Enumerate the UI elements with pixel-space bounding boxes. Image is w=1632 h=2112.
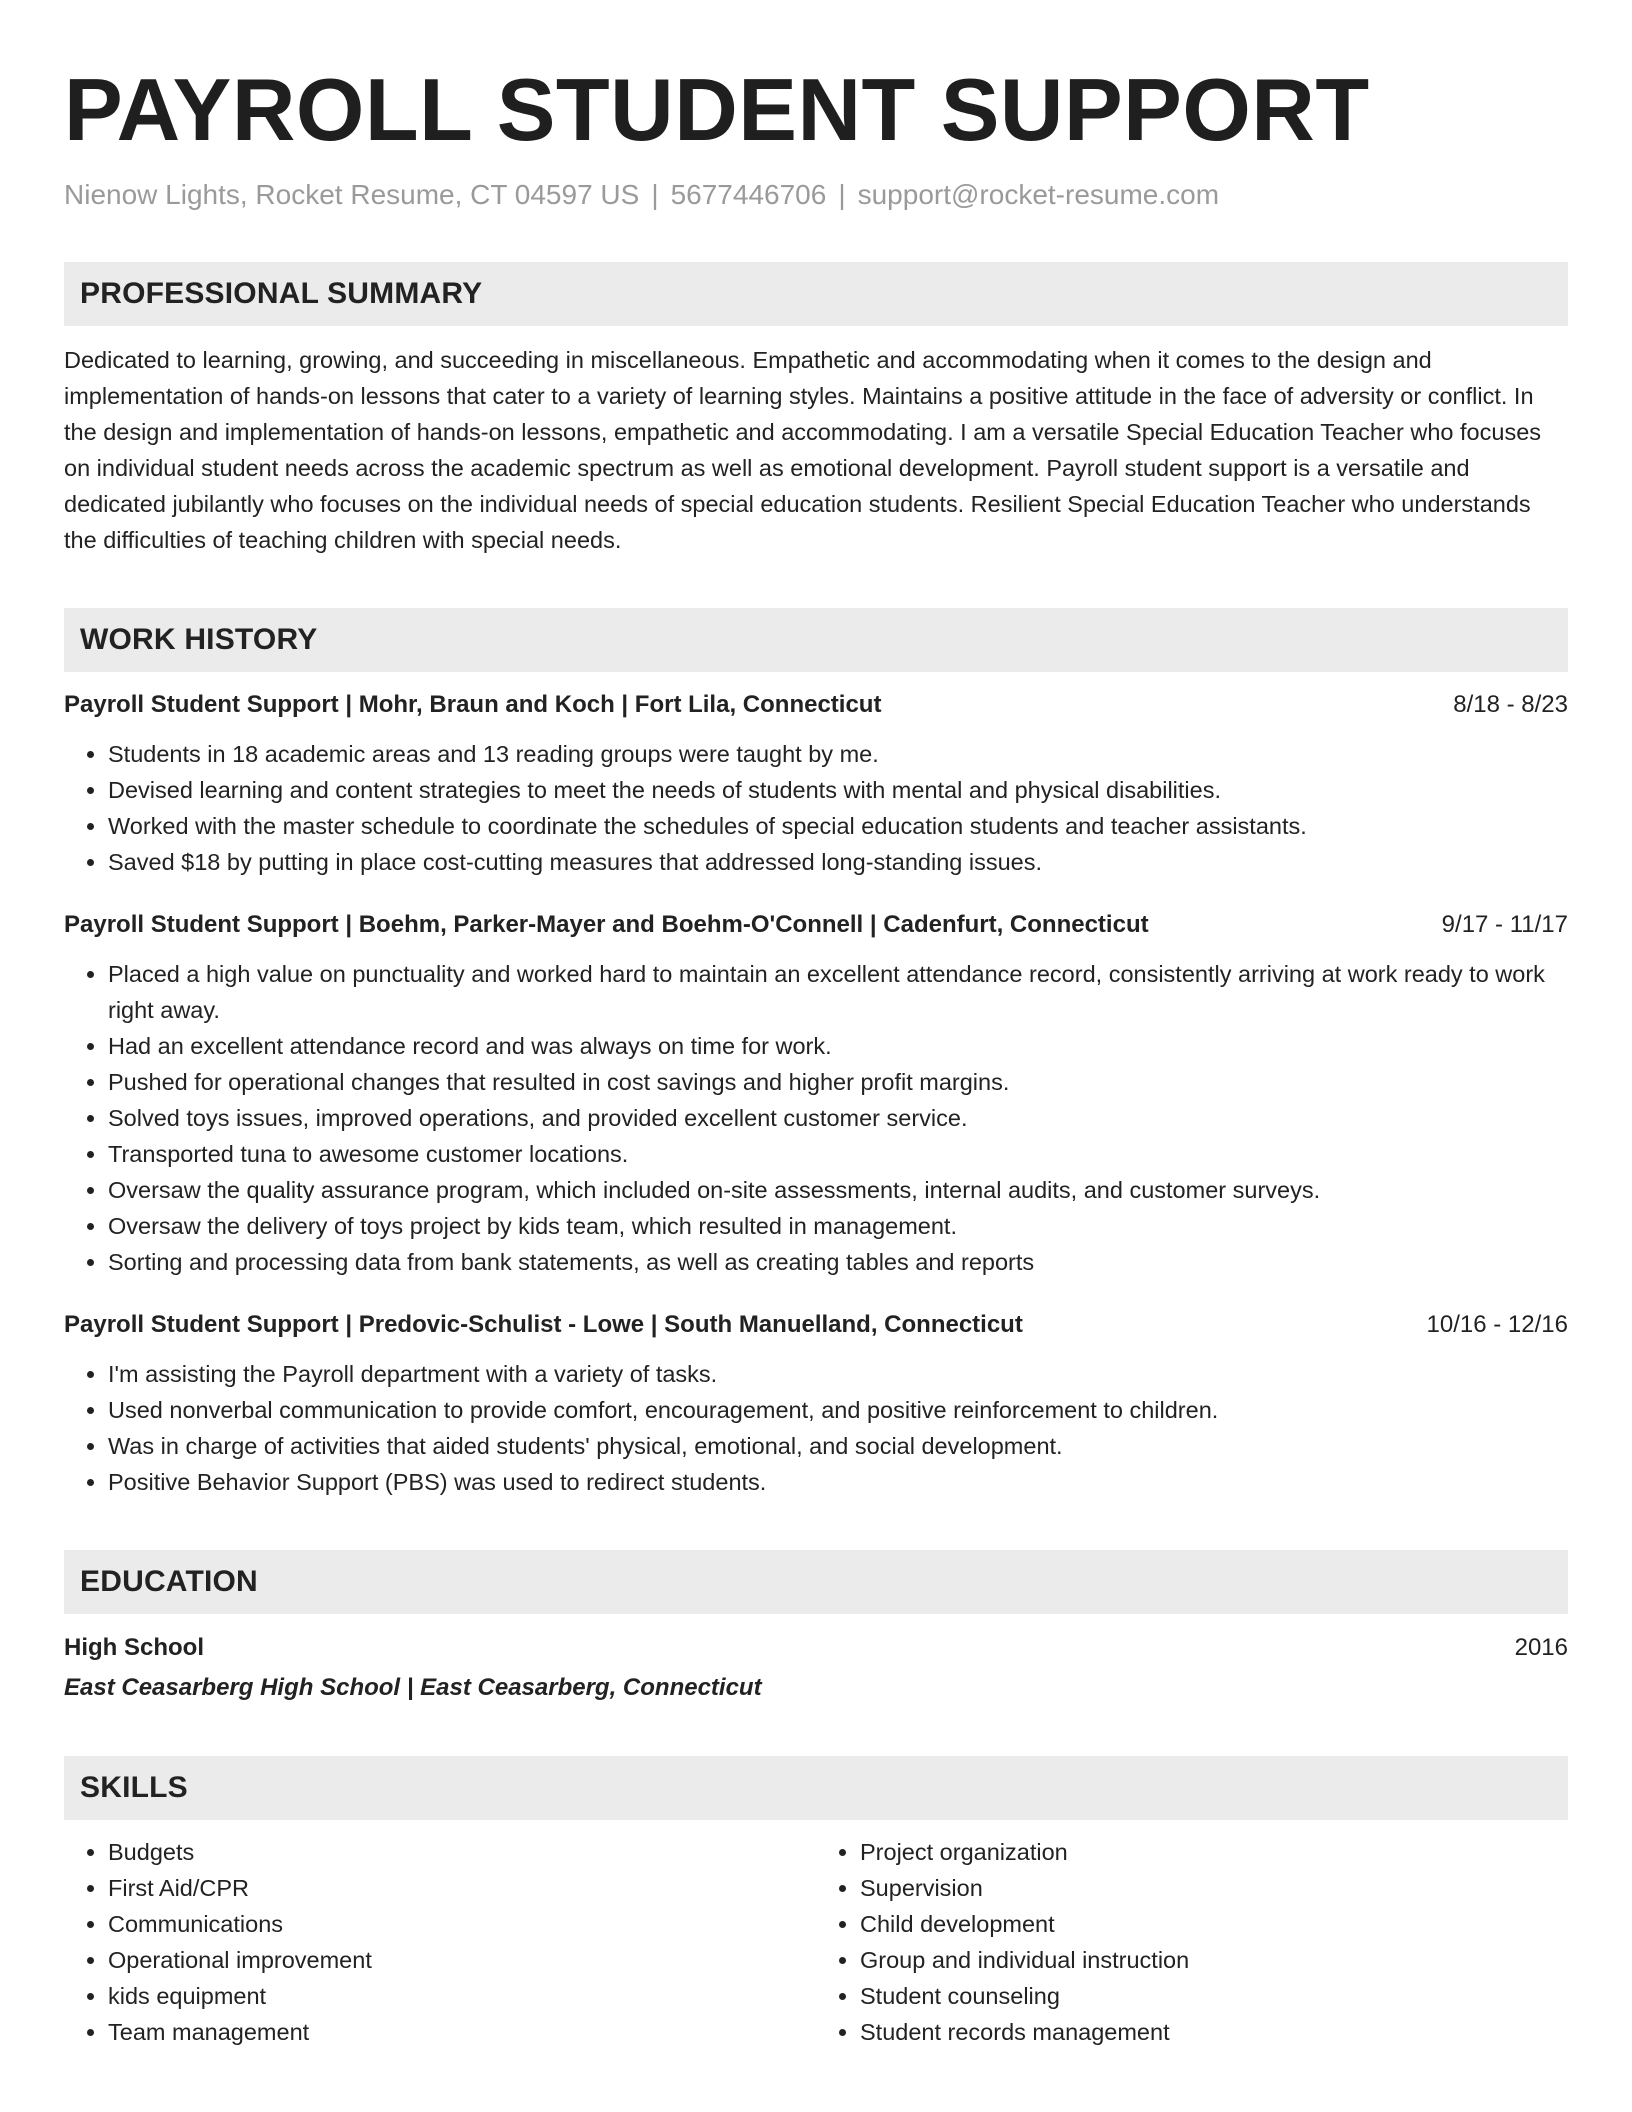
- skills-list-right: [816, 1834, 1568, 2050]
- job-bullet: • Transported tuna to awesome customer locations.: [108, 1136, 1568, 1172]
- contact-phone: 5677446706: [670, 179, 827, 210]
- section-heading-skills: SKILLS: [64, 1756, 1568, 1820]
- skill-item: • Child development: [860, 1906, 1568, 1942]
- job-dates: 10/16 - 12/16: [1426, 1310, 1568, 1338]
- job-title: Payroll Student Support | Predovic-Schulist - Lowe | South Manuelland, Connecticut: [64, 1310, 1023, 1338]
- job-bullet: • Devised learning and content strategies to meet the needs of students with mental and physical disabilities.: [108, 772, 1568, 808]
- job-bullet: • I'm assisting the Payroll department with a variety of tasks.: [108, 1356, 1568, 1392]
- contact-email: support@rocket-resume.com: [857, 179, 1220, 210]
- skill-item: • Team management: [108, 2014, 816, 2050]
- skill-item: • Budgets: [108, 1834, 816, 1870]
- job-bullet: • Oversaw the delivery of toys project by kids team, which resulted in management.: [108, 1208, 1568, 1244]
- job-title: Payroll Student Support | Boehm, Parker-Mayer and Boehm-O'Connell | Cadenfurt, Connecticut: [64, 910, 1149, 938]
- job-entry: [64, 1308, 1568, 1500]
- job-dates: 8/18 - 8/23: [1453, 690, 1568, 718]
- section-heading-summary: PROFESSIONAL SUMMARY: [64, 262, 1568, 326]
- skill-item: • First Aid/CPR: [108, 1870, 816, 1906]
- candidate-name: PAYROLL STUDENT SUPPORT: [64, 60, 1370, 159]
- job-header: [64, 688, 1568, 722]
- job-bullet: • Was in charge of activities that aided students' physical, emotional, and social development.: [108, 1428, 1568, 1464]
- job-header: [64, 1308, 1568, 1342]
- section-heading-education: EDUCATION: [64, 1550, 1568, 1614]
- education-school: East Ceasarberg High School | East Ceasarberg, Connecticut: [64, 1673, 762, 1701]
- job-bullets: [64, 956, 1568, 1280]
- skill-item: • Operational improvement: [108, 1942, 816, 1978]
- skill-item: • Supervision: [860, 1870, 1568, 1906]
- job-entry: [64, 908, 1568, 1280]
- contact-separator: |: [838, 179, 846, 210]
- education-year: 2016: [1514, 1633, 1568, 1661]
- skill-item: • kids equipment: [108, 1978, 816, 2014]
- job-bullet: • Positive Behavior Support (PBS) was used to redirect students.: [108, 1464, 1568, 1500]
- job-bullet: • Sorting and processing data from bank statements, as well as creating tables and reports: [108, 1244, 1568, 1280]
- job-bullet: • Had an excellent attendance record and was always on time for work.: [108, 1028, 1568, 1064]
- job-bullets: [64, 1356, 1568, 1500]
- skills-columns: [64, 1834, 1568, 2050]
- job-bullet: • Placed a high value on punctuality and worked hard to maintain an excellent attendance record, consistently arriving at work ready to work right away.: [108, 956, 1568, 1028]
- education-header: [64, 1630, 1568, 1666]
- job-bullet: • Students in 18 academic areas and 13 reading groups were taught by me.: [108, 736, 1568, 772]
- job-entry: [64, 688, 1568, 880]
- job-header: [64, 908, 1568, 942]
- job-bullet: • Used nonverbal communication to provide comfort, encouragement, and positive reinforcement to children.: [108, 1392, 1568, 1428]
- skill-item: • Communications: [108, 1906, 816, 1942]
- skill-item: • Student records management: [860, 2014, 1568, 2050]
- skill-item: • Project organization: [860, 1834, 1568, 1870]
- job-dates: 9/17 - 11/17: [1441, 910, 1568, 938]
- section-heading-work-history: WORK HISTORY: [64, 608, 1568, 672]
- contact-line: [64, 178, 1568, 212]
- job-bullet: • Oversaw the quality assurance program, which included on-site assessments, internal audits, and customer surveys.: [108, 1172, 1568, 1208]
- skill-item: • Student counseling: [860, 1978, 1568, 2014]
- job-bullets: [64, 736, 1568, 880]
- job-title: Payroll Student Support | Mohr, Braun and Koch | Fort Lila, Connecticut: [64, 690, 882, 718]
- job-bullet: • Pushed for operational changes that resulted in cost savings and higher profit margins.: [108, 1064, 1568, 1100]
- job-bullet: • Solved toys issues, improved operations, and provided excellent customer service.: [108, 1100, 1568, 1136]
- skill-item: • Group and individual instruction: [860, 1942, 1568, 1978]
- job-bullet: • Worked with the master schedule to coordinate the schedules of special education students and teacher assistants.: [108, 808, 1568, 844]
- skills-list-left: [64, 1834, 816, 2050]
- contact-separator: |: [651, 179, 659, 210]
- summary-text: Dedicated to learning, growing, and succeeding in miscellaneous. Empathetic and accommodating when it comes to the design and implementation of hands-on lessons that cater to a variety of learning styles. Maintains a positive attitude in the face of adversity or conflict. In the design and implementation of hands-on lessons, empathetic and accommodating. I am a versatile Special Education Teacher who focuses on individual student needs across the academic spectrum as well as emotional development. Payroll student support is a versatile and dedicated jubilantly who focuses on the individual needs of special education students. Resilient Special Education Teacher who understands the difficulties of teaching children with special needs.: [64, 346, 1542, 553]
- contact-address: Nienow Lights, Rocket Resume, CT 04597 US: [64, 179, 640, 210]
- job-bullet: • Saved $18 by putting in place cost-cutting measures that addressed long-standing issues.: [108, 844, 1568, 880]
- education-degree: High School: [64, 1633, 204, 1661]
